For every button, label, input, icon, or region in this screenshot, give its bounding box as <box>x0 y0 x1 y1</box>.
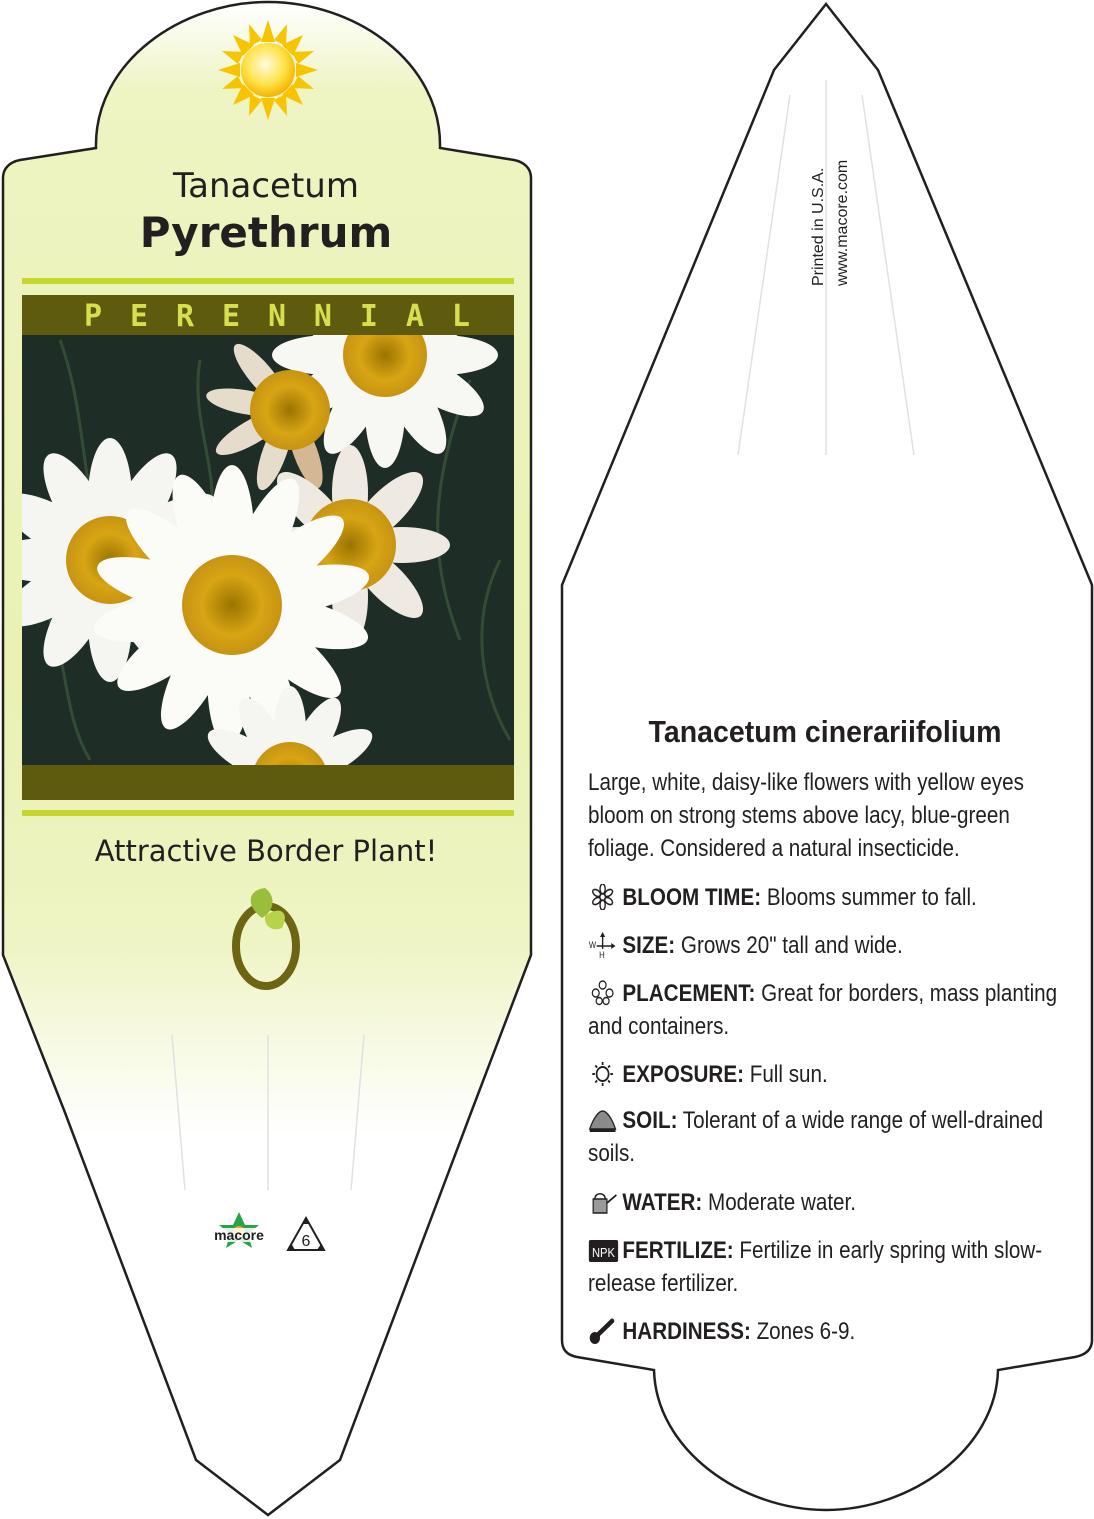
attribute-water <box>588 1186 1070 1219</box>
attribute-size <box>588 929 1070 962</box>
attribute-label: PLACEMENT: <box>622 980 756 1007</box>
attribute-text: Zones 6-9. <box>756 1318 856 1345</box>
attribute-label: SIZE: <box>622 932 676 959</box>
attribute-label: FERTILIZE: <box>622 1237 734 1264</box>
thermometer-icon <box>588 1318 619 1344</box>
soil-pile-icon <box>588 1107 619 1133</box>
accent-line-top <box>22 278 514 284</box>
printed-in-text: Printed in U.S.A. <box>810 167 827 286</box>
attribute-exposure <box>588 1058 1070 1091</box>
plant-description: Large, white, daisy-like flowers with yellow eyes bloom on strong stems above lacy, blue-green foliage. Considered a natural insecticide. <box>588 769 1024 862</box>
recycle-code: 6 <box>301 1233 311 1250</box>
category-letter: I <box>359 298 378 334</box>
attribute-label: SOIL: <box>622 1107 678 1134</box>
accent-line-bottom <box>22 810 514 816</box>
attribute-fertilize <box>588 1234 1070 1300</box>
sun-icon <box>218 20 318 120</box>
category-label <box>22 297 514 335</box>
attribute-text: Grows 20" tall and wide. <box>680 932 903 959</box>
size-width-letter: W <box>588 939 597 951</box>
attribute-placement <box>588 977 1070 1043</box>
size-arrows-icon <box>588 932 619 958</box>
tagline: Attractive Border Plant! <box>94 834 438 868</box>
category-letter: N <box>267 298 286 334</box>
macore-logo-text: macore <box>214 1227 264 1243</box>
sun-icon <box>588 1061 619 1087</box>
attribute-text: Full sun. <box>749 1061 828 1088</box>
recycle-symbol-icon <box>284 1214 328 1258</box>
attribute-soil <box>588 1104 1070 1170</box>
fertilizer-bag-label: NPK <box>591 1245 615 1261</box>
plant-species: Pyrethrum <box>139 208 393 257</box>
category-letter: E <box>221 298 241 334</box>
attribute-text: Fertilize in early spring with slow-release fertilizer. <box>588 1237 1043 1297</box>
placement-flowers-icon <box>588 980 619 1006</box>
attribute-bloom-time <box>588 881 1070 914</box>
printer-info <box>802 60 862 286</box>
printer-website: www.macore.com <box>834 159 851 286</box>
scientific-name: Tanacetum cinerariifolium <box>648 714 1002 749</box>
attribute-text: Great for borders, mass planting and containers. <box>588 980 1058 1040</box>
attribute-label: EXPOSURE: <box>622 1061 744 1088</box>
category-letter: P <box>84 298 103 334</box>
fertilizer-bag-icon <box>588 1237 619 1263</box>
watering-can-icon <box>588 1189 619 1215</box>
attribute-label: BLOOM TIME: <box>622 884 762 911</box>
attribute-text: Tolerant of a wide range of well-drained soils. <box>588 1107 1044 1167</box>
attribute-text: Blooms summer to fall. <box>766 884 977 911</box>
attribute-text: Moderate water. <box>708 1189 857 1216</box>
attribute-hardiness <box>588 1315 1070 1348</box>
photo-bottom-band <box>22 765 514 800</box>
macore-logo-icon <box>206 1210 272 1268</box>
plant-genus: Tanacetum <box>173 166 359 206</box>
attribute-label: WATER: <box>622 1189 703 1216</box>
size-height-letter: H <box>599 949 605 958</box>
category-letter: N <box>313 298 332 334</box>
flower-icon <box>588 884 619 910</box>
category-letter: E <box>129 298 149 334</box>
category-letter: L <box>451 298 470 334</box>
category-letter: R <box>175 298 195 334</box>
attribute-label: HARDINESS: <box>622 1318 751 1345</box>
category-letter: A <box>405 298 424 334</box>
